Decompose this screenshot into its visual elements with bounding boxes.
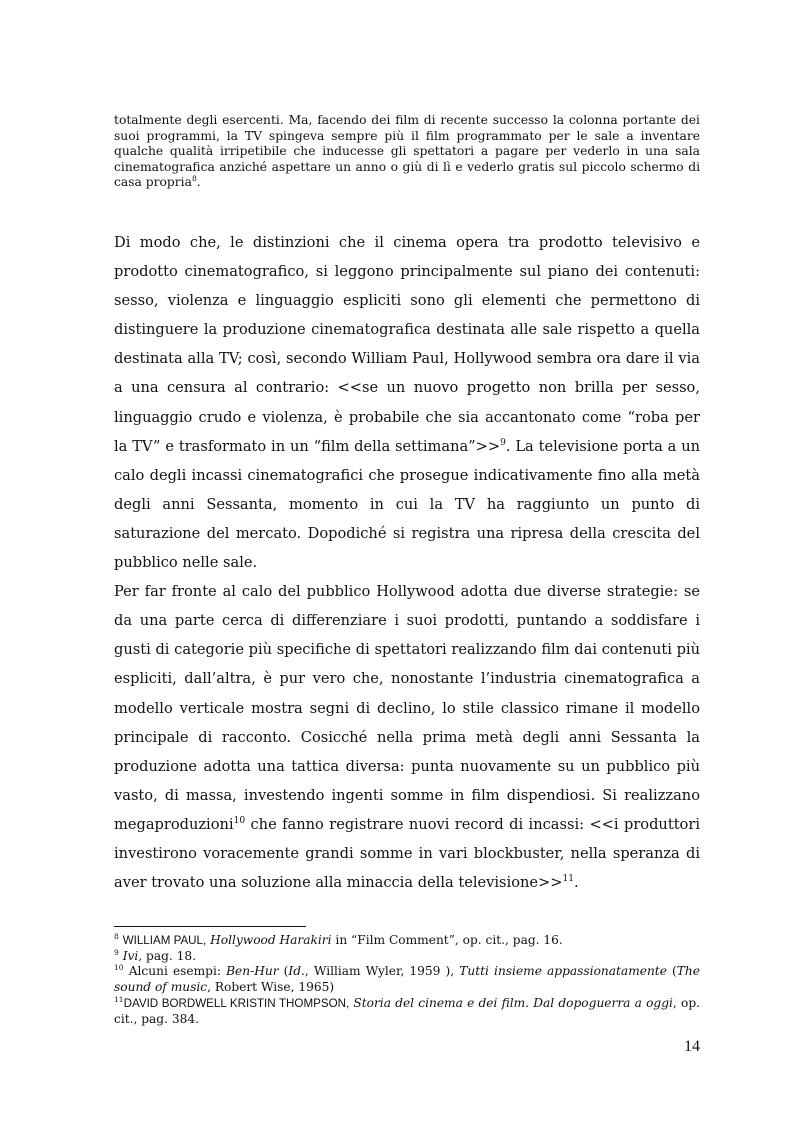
paragraph-1-text-a: Di modo che, le distinzioni che il cinema opera tra prodotto televisivo e prodotto cinematografico, si leggono principalmente sul piano dei contenuti: sesso, violenza e linguaggio espliciti sono gli elementi che permettono di distinguere la produzione cinematografica destinata alle sale rispetto a quella destinata alla TV; così, secondo William Paul, Hollywood sembra ora dare il via a una censura al contrario: <<se un nuovo progetto non brilla per sesso, linguaggio crudo e violenza, è probabile che sia accantonato come “roba per la TV” e trasformato in un “film della settimana”>> [114,234,700,455]
footnote-10-title-2: Tutti insieme appassionatamente [459,964,667,979]
footnote-9-rest: pag. 18. [142,948,197,963]
footnote-11-rest: , op. cit., pag. 384. [114,995,701,1026]
paragraph-2-text-b: che fanno registrare nuovi record di incassi: <<i produttori investirono voracemente grandi somme in vari blockbuster, nella speranza di aver trovato una soluzione alla minaccia della televisione>> [114,815,700,892]
block-quote: totalmente degli esercenti. Ma, facendo dei film di recente successo la colonna portante dei suoi programmi, la TV spingeva sempre più il film programmato per le sale a inventare qualche qualità irripetibile che inducesse gli spettatori a pagare per vederlo in una sala cinematografica anziché aspettare un anno o giù di lì e vederlo gratis sul piccolo schermo di casa propria$^8$. [114,113,700,190]
footnote-8-number: 8 [114,931,119,941]
footnote-11-title: Storia del cinema e dei film. Dal dopoguerra a oggi [353,995,673,1010]
footnote-11-authors: DAVID BORDWELL KRISTIN THOMPSON, [123,996,350,1010]
paragraph-1 [114,228,700,577]
footnote-9-ivi: Ivi, [122,948,143,963]
footnote-10-lead: Alcuni esempi: [128,964,227,979]
footnote-9 [114,949,700,965]
footnote-10-id: Id. [288,964,305,979]
footnote-11-number: 11 [114,994,124,1004]
footnote-ref-8[interactable]: 8 [191,174,197,184]
footnote-11 [114,996,700,1027]
footnote-10-part-4: , Robert Wise, 1965) [207,980,335,995]
quote-text: totalmente degli esercenti. Ma, facendo dei film di recente successo la colonna portante dei suoi programmi, la TV spingeva sempre più il film programmato per le sale a inventare qualche qualità irripetibile che inducesse gli spettatori a pagare per vederlo in una sala cinematografica anziché aspettare un anno o giù di lì e vederlo gratis sul piccolo schermo di casa propria [114,113,700,190]
footnote-10 [114,964,700,995]
footnote-8-title: Hollywood Harakiri [210,933,332,947]
paragraph-2-text-c: . [574,874,579,892]
paragraph-2-text-a: Per far fronte al calo del pubblico Hollywood adotta due diverse strategie: se da una parte cerca di differenziare i suoi prodotti, puntando a soddisfare i gusti di categorie più specifiche di spettatori realizzando film dai contenuti più espliciti, dall’altra, è pur vero che, nonostante l’industria cinematografica a modello verticale mostra segni di declino, lo stile classico rimane il modello principale di racconto. Cosicché nella prima metà degli anni Sessanta la produzione adotta una tattica diversa: punta nuovamente su un pubblico più vasto, di massa, investendo ingenti somme in film dispendiosi. Si realizzano megaproduzioni [114,583,700,833]
footnote-8 [114,933,700,949]
footnote-8-rest: in “Film Comment”, op. cit., pag. 16. [331,933,563,947]
footnote-10-part-3: ( [666,964,677,979]
footnote-divider [114,926,306,927]
paragraph-2 [114,577,700,897]
footnotes [114,933,700,1027]
footnote-ref-10[interactable]: 10 [233,816,246,827]
footnote-ref-9[interactable]: 9 [500,437,506,448]
footnote-10-part-2: , William Wyler, 1959 ), [304,964,460,979]
footnote-10-number: 10 [114,963,124,973]
footnote-9-number: 9 [114,947,119,957]
footnote-10-title-3: The sound of music [114,964,700,995]
footnote-10-part-1: ( [278,964,289,979]
footnote-10-title-1: Ben-Hur [226,964,279,979]
footnote-8-author: WILLIAM PAUL, [122,934,207,947]
body-text [114,228,700,897]
page-number: 14 [684,1038,700,1055]
footnote-ref-11[interactable]: 11 [562,874,575,885]
paragraph-1-text-b: . La televisione porta a un calo degli incassi cinematografici che prosegue indicativamente fino alla metà degli anni Sessanta, momento in cui la TV ha raggiunto un punto di saturazione del mercato. Dopodiché si registra una ripresa della crescita del pubblico nelle sale. [114,437,700,572]
